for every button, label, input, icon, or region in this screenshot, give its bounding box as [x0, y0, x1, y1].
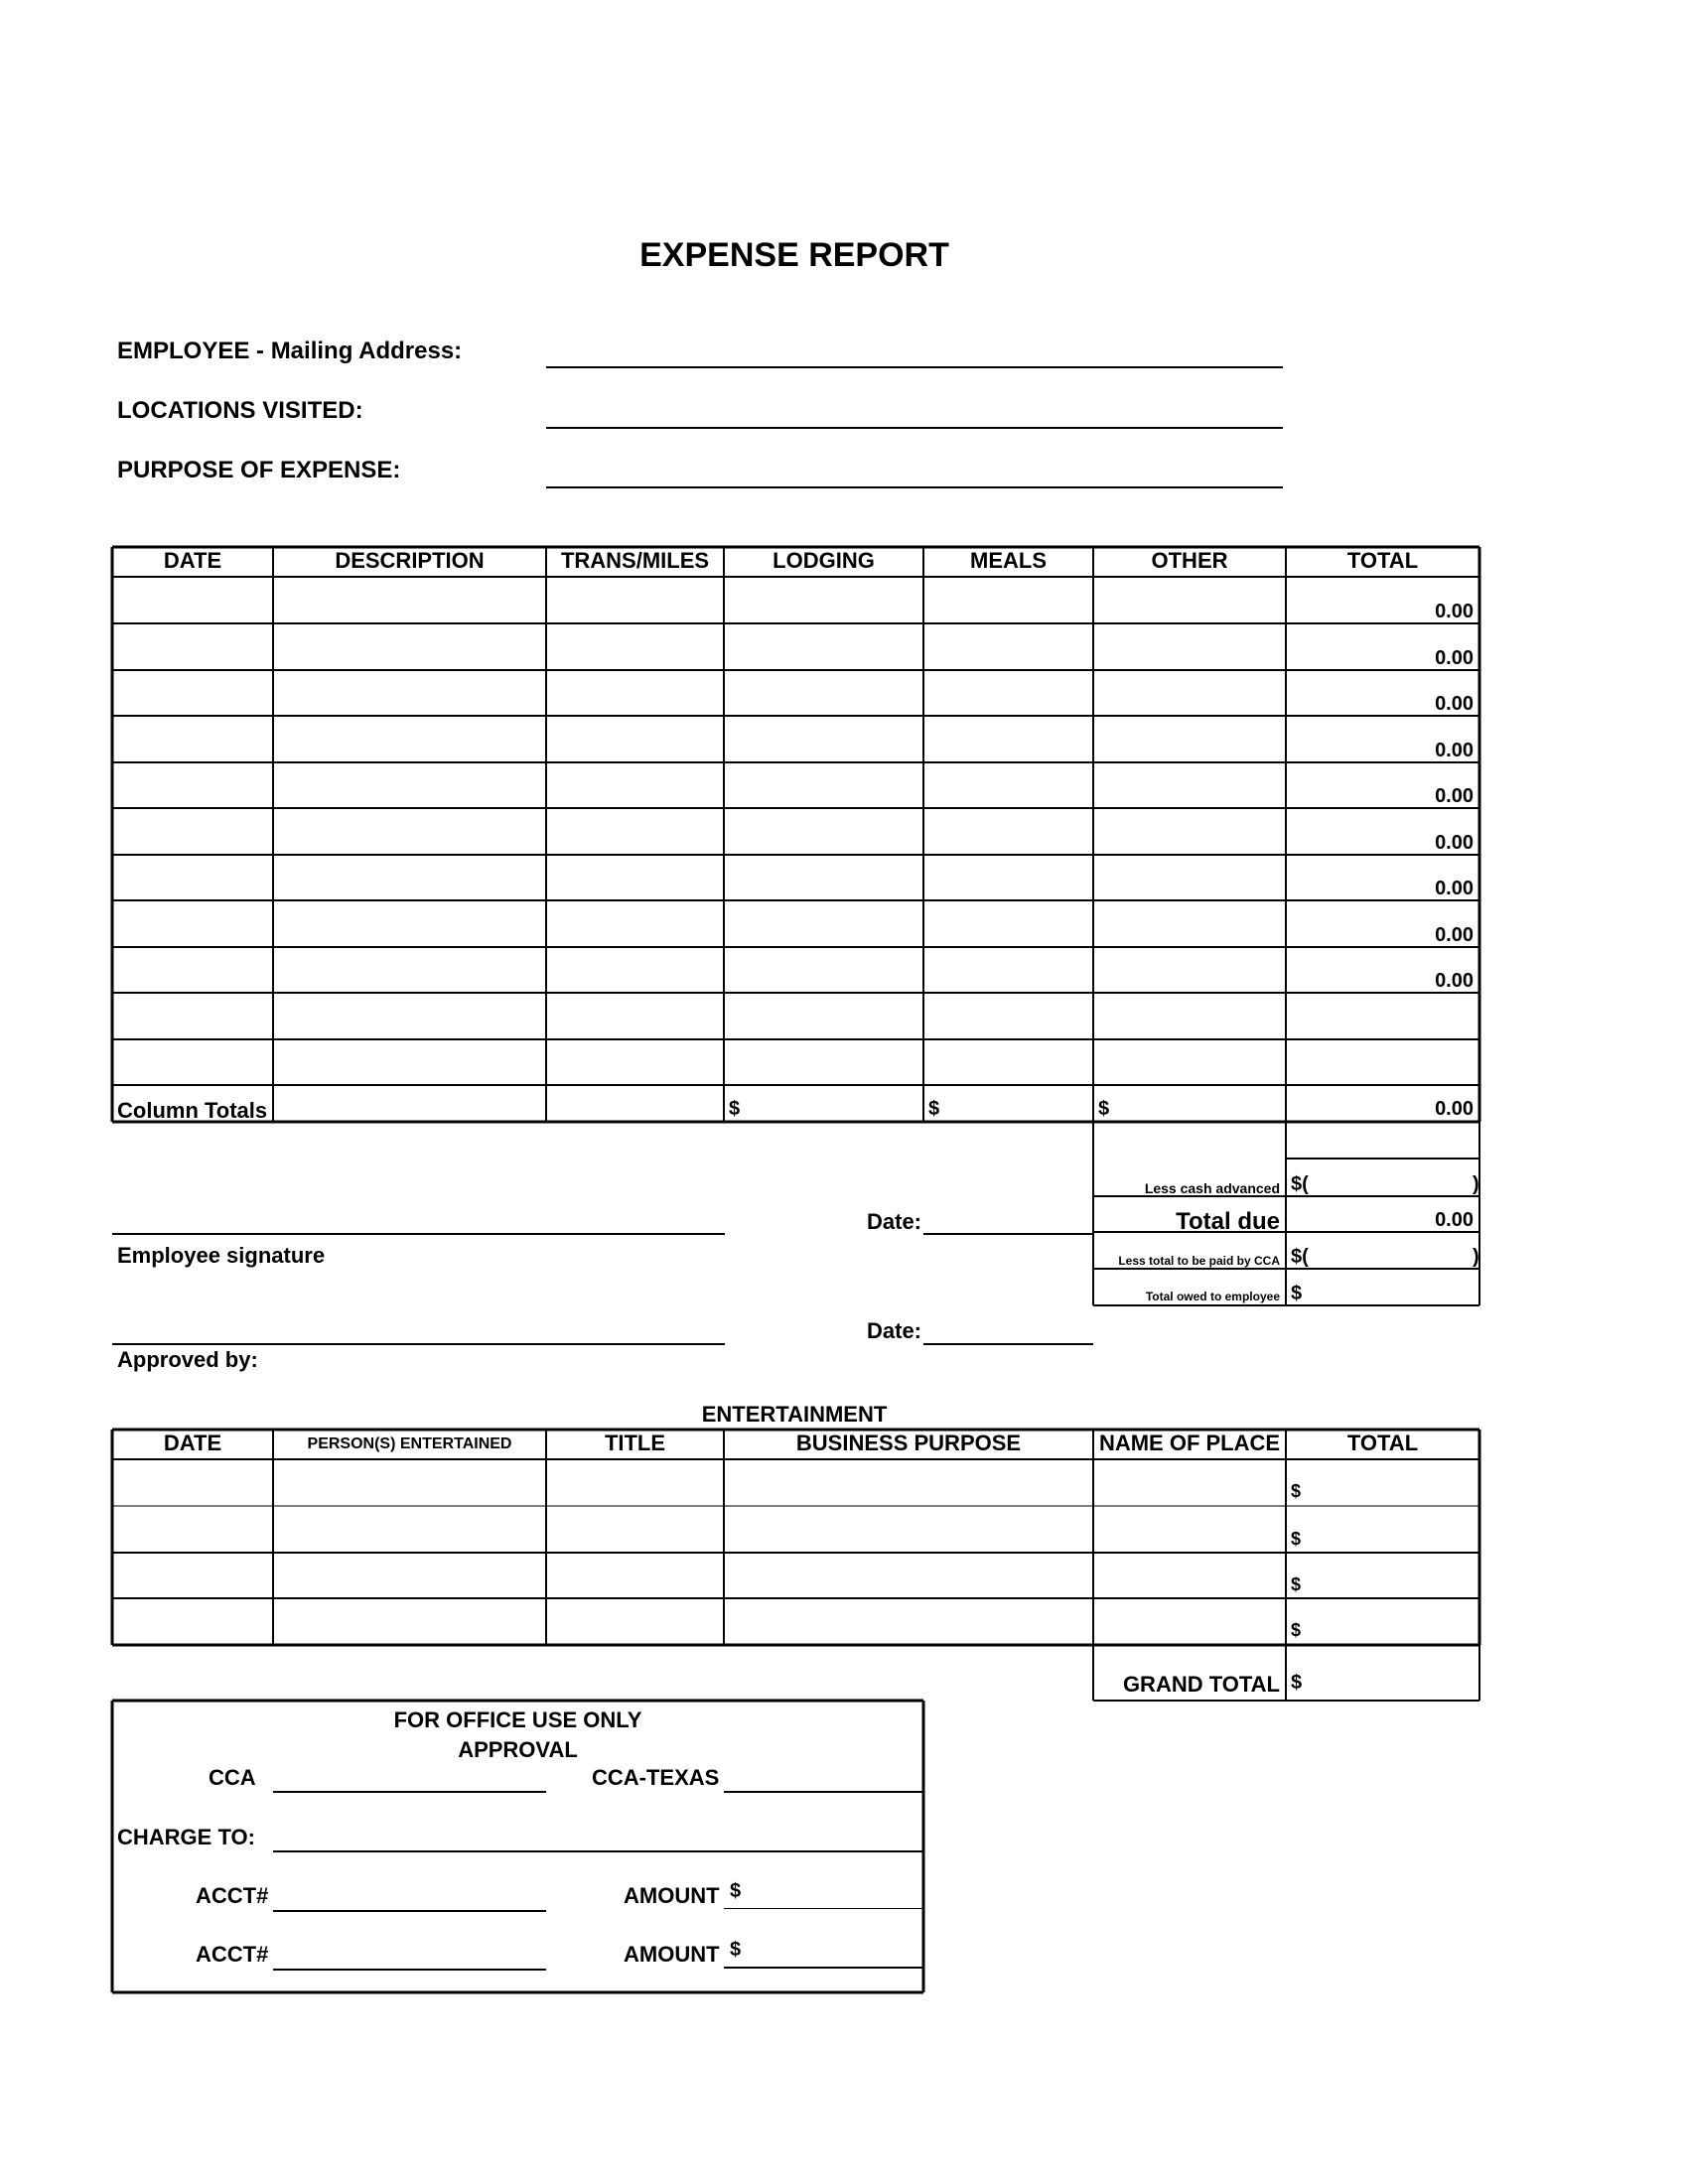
- less-cash-advanced-label: Less cash advanced: [1144, 1180, 1280, 1196]
- header-date: DATE: [163, 548, 222, 573]
- meals-total-currency: $: [928, 1098, 940, 1120]
- ent-row-currency: $: [1291, 1574, 1302, 1594]
- less-cca-suffix: ): [1473, 1246, 1479, 1268]
- cca-texas-label: CCA-TEXAS: [592, 1765, 720, 1790]
- other-total-currency: $: [1098, 1098, 1110, 1120]
- total-owed-label: Total owed to employee: [1145, 1290, 1280, 1303]
- cca-texas-field[interactable]: [724, 1791, 923, 1793]
- mailing-address-label: EMPLOYEE - Mailing Address:: [117, 338, 463, 364]
- row-total: 0.00: [1435, 647, 1474, 669]
- grand-total-label: GRAND TOTAL: [1122, 1672, 1280, 1697]
- amount-prefix-2: $: [730, 1939, 742, 1961]
- ent-row-currency: $: [1291, 1481, 1302, 1501]
- amount-field-2[interactable]: [724, 1967, 923, 1969]
- office-use-heading: FOR OFFICE USE ONLY: [393, 1707, 642, 1732]
- less-cca-prefix: $(: [1291, 1246, 1309, 1268]
- ent-header-persons: PERSON(S) ENTERTAINED: [307, 1435, 512, 1452]
- header-other: OTHER: [1151, 548, 1228, 573]
- acct-field-1[interactable]: [273, 1910, 546, 1912]
- row-total: 0.00: [1435, 601, 1474, 622]
- header-trans-miles: TRANS/MILES: [560, 548, 710, 573]
- employee-signature-label: Employee signature: [117, 1243, 326, 1268]
- cca-field[interactable]: [273, 1791, 546, 1793]
- header-meals: MEALS: [970, 548, 1047, 573]
- ent-header-name-of-place: NAME OF PLACE: [1098, 1431, 1281, 1455]
- column-totals-label: Column Totals: [117, 1098, 268, 1123]
- row-total: 0.00: [1435, 785, 1474, 807]
- row-total: 0.00: [1435, 832, 1474, 854]
- row-total: 0.00: [1435, 970, 1474, 992]
- total-due-value: 0.00: [1435, 1209, 1474, 1231]
- cca-label: CCA: [209, 1765, 256, 1790]
- approved-by-label: Approved by:: [117, 1347, 258, 1372]
- row-total: 0.00: [1435, 878, 1474, 899]
- charge-to-label: CHARGE TO:: [117, 1825, 255, 1849]
- page-title: EXPENSE REPORT: [639, 236, 949, 274]
- ent-header-total: TOTAL: [1346, 1431, 1419, 1455]
- acct-label-1: ACCT#: [196, 1883, 269, 1908]
- grand-total-prefix: $: [1291, 1672, 1303, 1694]
- less-cca-label: Less total to be paid by CCA: [1118, 1254, 1280, 1268]
- ent-header-date: DATE: [163, 1431, 222, 1455]
- total-owed-prefix: $: [1291, 1283, 1303, 1304]
- locations-visited-label: LOCATIONS VISITED:: [117, 397, 363, 424]
- acct-label-2: ACCT#: [196, 1942, 269, 1967]
- employee-signature-field[interactable]: [112, 1233, 725, 1235]
- ent-row-currency: $: [1291, 1529, 1302, 1549]
- approval-date-field[interactable]: [923, 1343, 1093, 1345]
- header-description: DESCRIPTION: [335, 548, 485, 573]
- acct-field-2[interactable]: [273, 1969, 546, 1971]
- employee-date-field[interactable]: [923, 1233, 1093, 1235]
- row-total: 0.00: [1435, 740, 1474, 761]
- amount-label-1: AMOUNT: [624, 1883, 720, 1908]
- less-cash-advanced-prefix: $(: [1291, 1173, 1309, 1195]
- less-cash-advanced-suffix: ): [1473, 1173, 1479, 1195]
- office-use-subheading: APPROVAL: [458, 1737, 578, 1762]
- total-due-label: Total due: [1176, 1208, 1280, 1235]
- amount-label-2: AMOUNT: [624, 1942, 720, 1967]
- ent-header-title: TITLE: [604, 1431, 666, 1455]
- entertainment-title: ENTERTAINMENT: [701, 1402, 888, 1427]
- purpose-label: PURPOSE OF EXPENSE:: [117, 457, 401, 483]
- lodging-total-currency: $: [729, 1098, 741, 1120]
- ent-row-currency: $: [1291, 1620, 1302, 1640]
- approved-by-field[interactable]: [112, 1343, 725, 1345]
- amount-field-1[interactable]: [724, 1908, 923, 1909]
- amount-prefix-1: $: [730, 1880, 742, 1902]
- charge-to-field[interactable]: [273, 1850, 923, 1852]
- header-lodging: LODGING: [773, 548, 875, 573]
- date-label-2: Date:: [867, 1318, 922, 1343]
- grand-column-total: 0.00: [1435, 1098, 1474, 1120]
- date-label-1: Date:: [867, 1209, 922, 1234]
- row-total: 0.00: [1435, 693, 1474, 715]
- ent-header-business-purpose: BUSINESS PURPOSE: [795, 1431, 1022, 1455]
- header-total: TOTAL: [1346, 548, 1419, 573]
- row-total: 0.00: [1435, 924, 1474, 946]
